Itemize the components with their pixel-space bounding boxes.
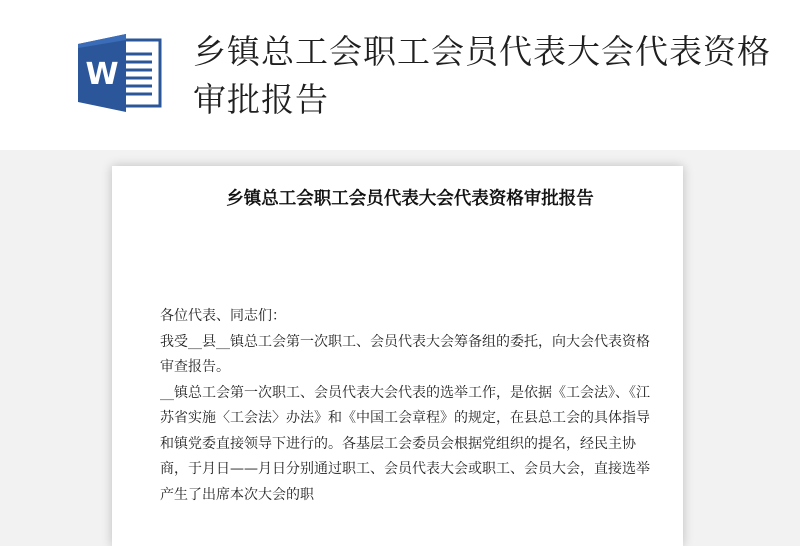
document-page <box>112 166 683 546</box>
document-body <box>160 304 650 508</box>
header-banner <box>0 0 800 150</box>
page-title: 乡镇总工会职工会员代表大会代表资格审批报告 <box>193 32 771 119</box>
body-paragraph-salutation: 各位代表、同志们： <box>160 308 286 324</box>
svg-text:W: W <box>85 57 119 92</box>
body-paragraph-2: __镇总工会第一次职工、会员代表大会代表的选举工作，是依据《工会法》、《江苏省实施〈工会法〉办法》和《中国工会章程》的规定，在县总工会的具体指导和镇党委直接领导下进行的。各基层工会委员会根据党组织的提名，经民主协商，于月日——月日分别通过职工、会员代表大会或职工、会员大会，直接选举产生了出席本次大会的职 <box>160 384 650 503</box>
body-paragraph-1: 我受__县__镇总工会第一次职工、会员代表大会筹备组的委托，向大会代表资格审查报告。 <box>160 333 650 375</box>
document-title: 乡镇总工会职工会员代表大会代表资格审批报告 <box>226 189 594 209</box>
word-document-icon <box>76 34 164 112</box>
